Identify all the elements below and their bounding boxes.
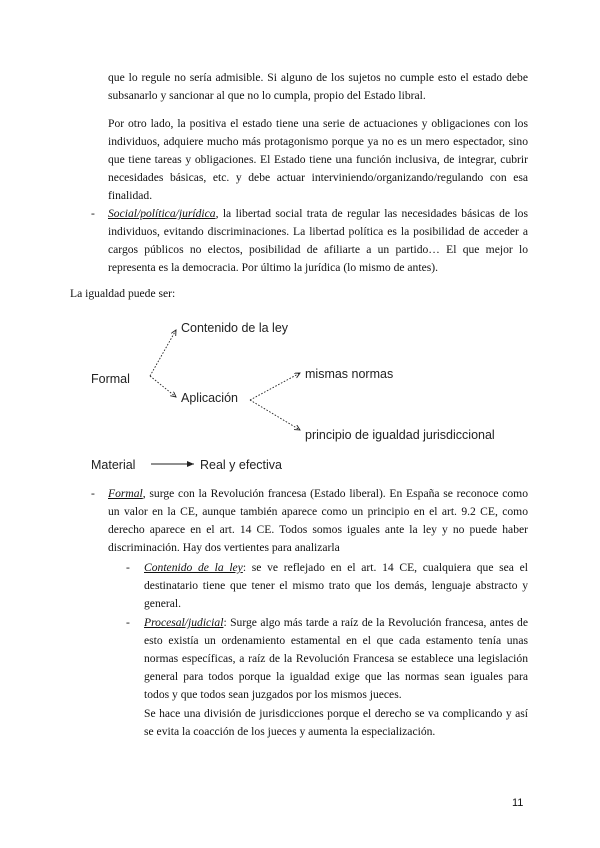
- paragraph-estado-liberal: que lo regule no sería admisible. Si alguno de los sujetos no cumple esto el estado debe subsanarlo y sancionar al que no lo cumpla, propio del Estado libral.: [108, 71, 528, 102]
- term-procesal-judicial: Procesal/judicial: [144, 616, 224, 629]
- diagram-mismas-normas-label: mismas normas: [305, 367, 394, 381]
- term-social-politica-juridica: Social/política/jurídica: [108, 207, 216, 220]
- term-contenido-ley: Contenido de la ley: [144, 561, 243, 574]
- arrow-to-mismas-normas: [250, 373, 300, 400]
- diagram-aplicacion-label: Aplicación: [181, 391, 238, 405]
- term-formal: Formal: [108, 487, 143, 500]
- paragraph-igualdad-intro: La igualdad puede ser:: [70, 287, 176, 300]
- list-item-text: , surge con la Revolución francesa (Estado liberal). En España se reconoce como un valor en la CE, aunque también aparece como un principio en el art. 9.2 CE, como derecho aparece en el art. 14 CE. Todos somos iguales ante la ley y no puede haber discriminación. Hay dos vertientes para analizarla: [108, 487, 528, 554]
- diagram-material-label: Material: [91, 458, 136, 472]
- bullet-dash: -: [91, 487, 95, 500]
- list-item-text: , la libertad social trata de regular las necesidades básicas de los individuos, evitando discriminaciones. La libertad política es la posibilidad de acceder a cargos públicos no electos, posibilidad de afiliarte a un partido… El que mejor lo representa es la democracia. Por último la jurídica (lo mismo de antes).: [108, 207, 528, 274]
- list-item-text: : se ve reflejado en el art. 14 CE, cualquiera que sea el destinatario tiene que tener el mismo trato que los demás, lenguaje abstracto y general.: [144, 561, 528, 610]
- list-item-procesal-judicial: [144, 614, 528, 704]
- diagram-formal-label: Formal: [91, 372, 130, 386]
- diagram-contenido-label: Contenido de la ley: [181, 321, 289, 335]
- bullet-dash: -: [126, 616, 130, 629]
- page-number: 11: [512, 797, 524, 809]
- paragraph-division-jurisdicciones: Se hace una división de jurisdicciones porque el derecho se va complicando y así se evita la coacción de los jueces y aumenta la especialización.: [144, 707, 528, 738]
- list-item-contenido-ley: [144, 559, 528, 613]
- arrow-to-aplicacion: [150, 376, 176, 397]
- arrow-to-contenido: [150, 330, 176, 376]
- diagram-principio-label: principio de igualdad jurisdiccional: [305, 428, 495, 442]
- list-item-formal: [108, 485, 528, 557]
- arrow-to-principio: [250, 400, 300, 430]
- bullet-dash: -: [91, 207, 95, 220]
- diagram-real-label: Real y efectiva: [200, 458, 282, 472]
- paragraph-libertad-positiva: Por otro lado, la positiva el estado tiene una serie de actuaciones y obligaciones con los individuos, adquiere mucho más protagonismo porque ya no es un mero espectador, sino que tiene tareas y obligaciones. El Estado tiene una función inclusiva, de integrar, cubrir necesidades básicas, etc. y debe actuar interviniendo/organizando/regulando con esa finalidad.: [108, 117, 528, 202]
- list-item-text: : Surge algo más tarde a raíz de la Revolución francesa, antes de esto existía un ordenamiento estamental en el que cada estamento tenía unas normas específicas, a raíz de la Revolución Francesa se establece una legislación general para todos porque la igualdad exige que las normas sean iguales para todos y que todos sean juzgados por los mismos jueces.: [144, 616, 528, 701]
- bullet-dash: -: [126, 561, 130, 574]
